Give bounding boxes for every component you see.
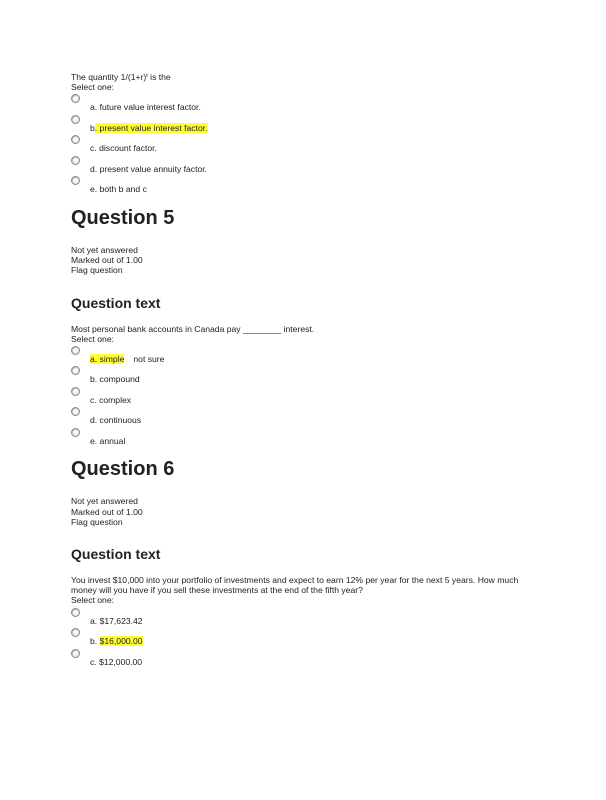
question-4-text: The quantity $1/(1+r)^t$ is the: [71, 72, 171, 82]
flag-question-link[interactable]: Flag question: [71, 265, 123, 276]
radio-button[interactable]: [71, 346, 80, 355]
radio-button[interactable]: [71, 407, 80, 416]
question-text-heading: Question text: [71, 294, 161, 311]
quiz-page: [71, 72, 571, 668]
highlighted-answer: $16,000.00: [99, 636, 143, 647]
answer-status: Not yet answered: [71, 496, 138, 507]
radio-button[interactable]: [71, 608, 80, 617]
select-one-label: Select one:: [71, 595, 114, 606]
option-b[interactable]: b. present value interest factor.: [71, 114, 571, 135]
question-5: [71, 206, 571, 448]
radio-button[interactable]: [71, 135, 80, 144]
question-6-title: Question 6: [71, 458, 175, 481]
marks-info: Marked out of 1.00: [71, 255, 143, 266]
option-e[interactable]: e. annual: [71, 427, 571, 448]
option-a[interactable]: a. future value interest factor.: [71, 93, 571, 114]
radio-button[interactable]: [71, 94, 80, 103]
radio-button[interactable]: [71, 115, 80, 124]
highlighted-answer: a. simple: [90, 353, 125, 364]
radio-button[interactable]: [71, 176, 80, 185]
question-5-text: Most personal bank accounts in Canada pay ________ interest.: [71, 323, 315, 334]
question-6-text-line2: money will you have if you sell these investments at the end of the fifth year?: [71, 585, 363, 596]
radio-button[interactable]: [71, 649, 80, 658]
marks-info: Marked out of 1.00: [71, 506, 143, 517]
option-c[interactable]: c. discount factor.: [71, 134, 571, 155]
question-6-text-line1: You invest $10,000 into your portfolio of investments and expect to earn 12% per year for the next 5 years. How much: [71, 575, 519, 586]
annotation-note: not sure: [133, 353, 165, 364]
radio-button[interactable]: [71, 628, 80, 637]
option-b[interactable]: b. compound: [71, 365, 571, 386]
select-one-label: Select one:: [71, 333, 114, 344]
flag-question-link[interactable]: Flag question: [71, 516, 123, 527]
option-d[interactable]: d. present value annuity factor.: [71, 155, 571, 176]
highlighted-answer: . present value interest factor.: [94, 122, 208, 133]
option-a[interactable]: [71, 345, 571, 366]
radio-button[interactable]: [71, 387, 80, 396]
answer-status: Not yet answered: [71, 244, 138, 255]
select-one-label: Select one:: [71, 82, 114, 93]
option-d[interactable]: d. continuous: [71, 406, 571, 427]
radio-button[interactable]: [71, 156, 80, 165]
radio-button[interactable]: [71, 428, 80, 437]
question-text-heading: Question text: [71, 546, 161, 563]
question-5-title: Question 5: [71, 206, 175, 229]
option-b[interactable]: b. $16,000.00: [71, 627, 571, 648]
option-c[interactable]: c. complex: [71, 386, 571, 407]
option-e[interactable]: e. both b and c: [71, 175, 571, 196]
question-6: [71, 457, 571, 668]
option-c[interactable]: c. $12,000.00: [71, 648, 571, 669]
question-4: [71, 72, 571, 196]
option-a[interactable]: a. $17,623.42: [71, 607, 571, 628]
radio-button[interactable]: [71, 366, 80, 375]
